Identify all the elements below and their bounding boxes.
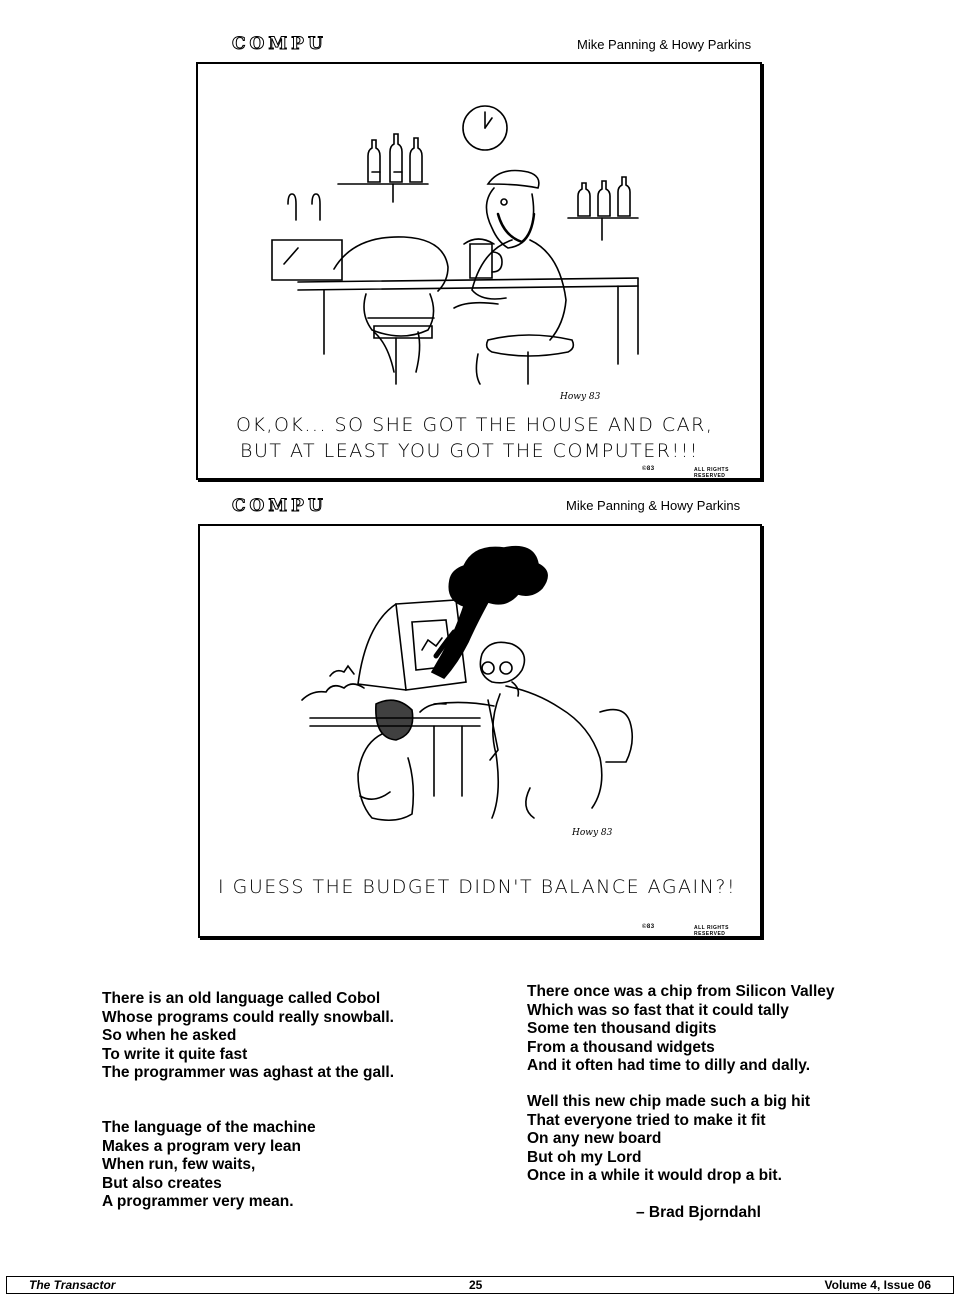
poem-line: Once in a while it would drop a bit. <box>527 1167 782 1184</box>
strip-2-credit: Mike Panning & Howy Parkins <box>566 498 741 513</box>
poem-line: There is an old language called Cobol <box>102 990 381 1007</box>
poem-line: On any new board <box>527 1130 662 1147</box>
poem-line: Makes a program very lean <box>102 1137 302 1155</box>
poem-line: Some ten thousand digits <box>527 1020 717 1037</box>
poem-cobol <box>102 990 394 1083</box>
issue-label: Volume 4, Issue 06 <box>824 1278 931 1292</box>
strip-1-header <box>0 34 960 54</box>
strip-2-title: COMPU <box>232 496 327 516</box>
publication-name: The Transactor <box>29 1278 116 1292</box>
comic-panel-2 <box>198 524 762 938</box>
poem-line: Well this new chip made such a big hit <box>527 1093 811 1110</box>
poem-silicon-valley <box>527 983 835 1076</box>
strip-1-title: COMPU <box>232 34 327 54</box>
strip-1-rights: ALL RIGHTS RESERVED <box>694 467 729 479</box>
strip-2-copyright: ©83 <box>642 924 655 930</box>
comic-panel-1 <box>196 62 762 480</box>
strip-1-artist-signature: Howy 83 <box>560 392 601 402</box>
strip-2-rights: ALL RIGHTS RESERVED <box>694 925 729 937</box>
poem-author: – Brad Bjorndahl <box>636 1204 761 1221</box>
poem-line: There once was a chip from Silicon Valley <box>527 983 835 1000</box>
strip-2-caption-line-1: I GUESS THE BUDGET DIDN'T BALANCE AGAIN?! <box>218 876 737 898</box>
poem-line: The programmer was aghast at the gall. <box>102 1064 394 1081</box>
page-number: 25 <box>469 1278 483 1292</box>
poem-line: But oh my Lord <box>527 1148 642 1166</box>
strip-2-artist-signature: Howy 83 <box>572 828 613 838</box>
poem-line: But also creates <box>102 1174 222 1192</box>
page-footer <box>6 1276 954 1294</box>
poem-line: Whose programs could really snowball. <box>102 1008 394 1026</box>
poem-line: From a thousand widgets <box>527 1038 715 1056</box>
poem-line: When run, few waits, <box>102 1156 256 1173</box>
poem-line: The language of the machine <box>102 1119 316 1136</box>
poem-line: To write it quite fast <box>102 1045 248 1063</box>
poem-line: A programmer very mean. <box>102 1193 294 1210</box>
strip-1-copyright: ©83 <box>642 466 655 472</box>
strip-1-caption-line-2: BUT AT LEAST YOU GOT THE COMPUTER!!! <box>240 440 699 462</box>
poem-line: And it often had time to dilly and dally. <box>527 1057 811 1074</box>
strip-1-caption-line-1: OK,OK... SO SHE GOT THE HOUSE AND CAR, <box>236 414 714 436</box>
poem-drop-a-bit <box>527 1093 810 1186</box>
poem-machine-language <box>102 1119 316 1212</box>
strip-2-header <box>0 496 960 516</box>
strip-1-credit: Mike Panning & Howy Parkins <box>577 37 752 52</box>
clock-icon <box>463 106 507 150</box>
poem-line: Which was so fast that it could tally <box>527 1001 789 1019</box>
poem-line: So when he asked <box>102 1027 237 1044</box>
poem-line: That everyone tried to make it fit <box>527 1111 766 1129</box>
